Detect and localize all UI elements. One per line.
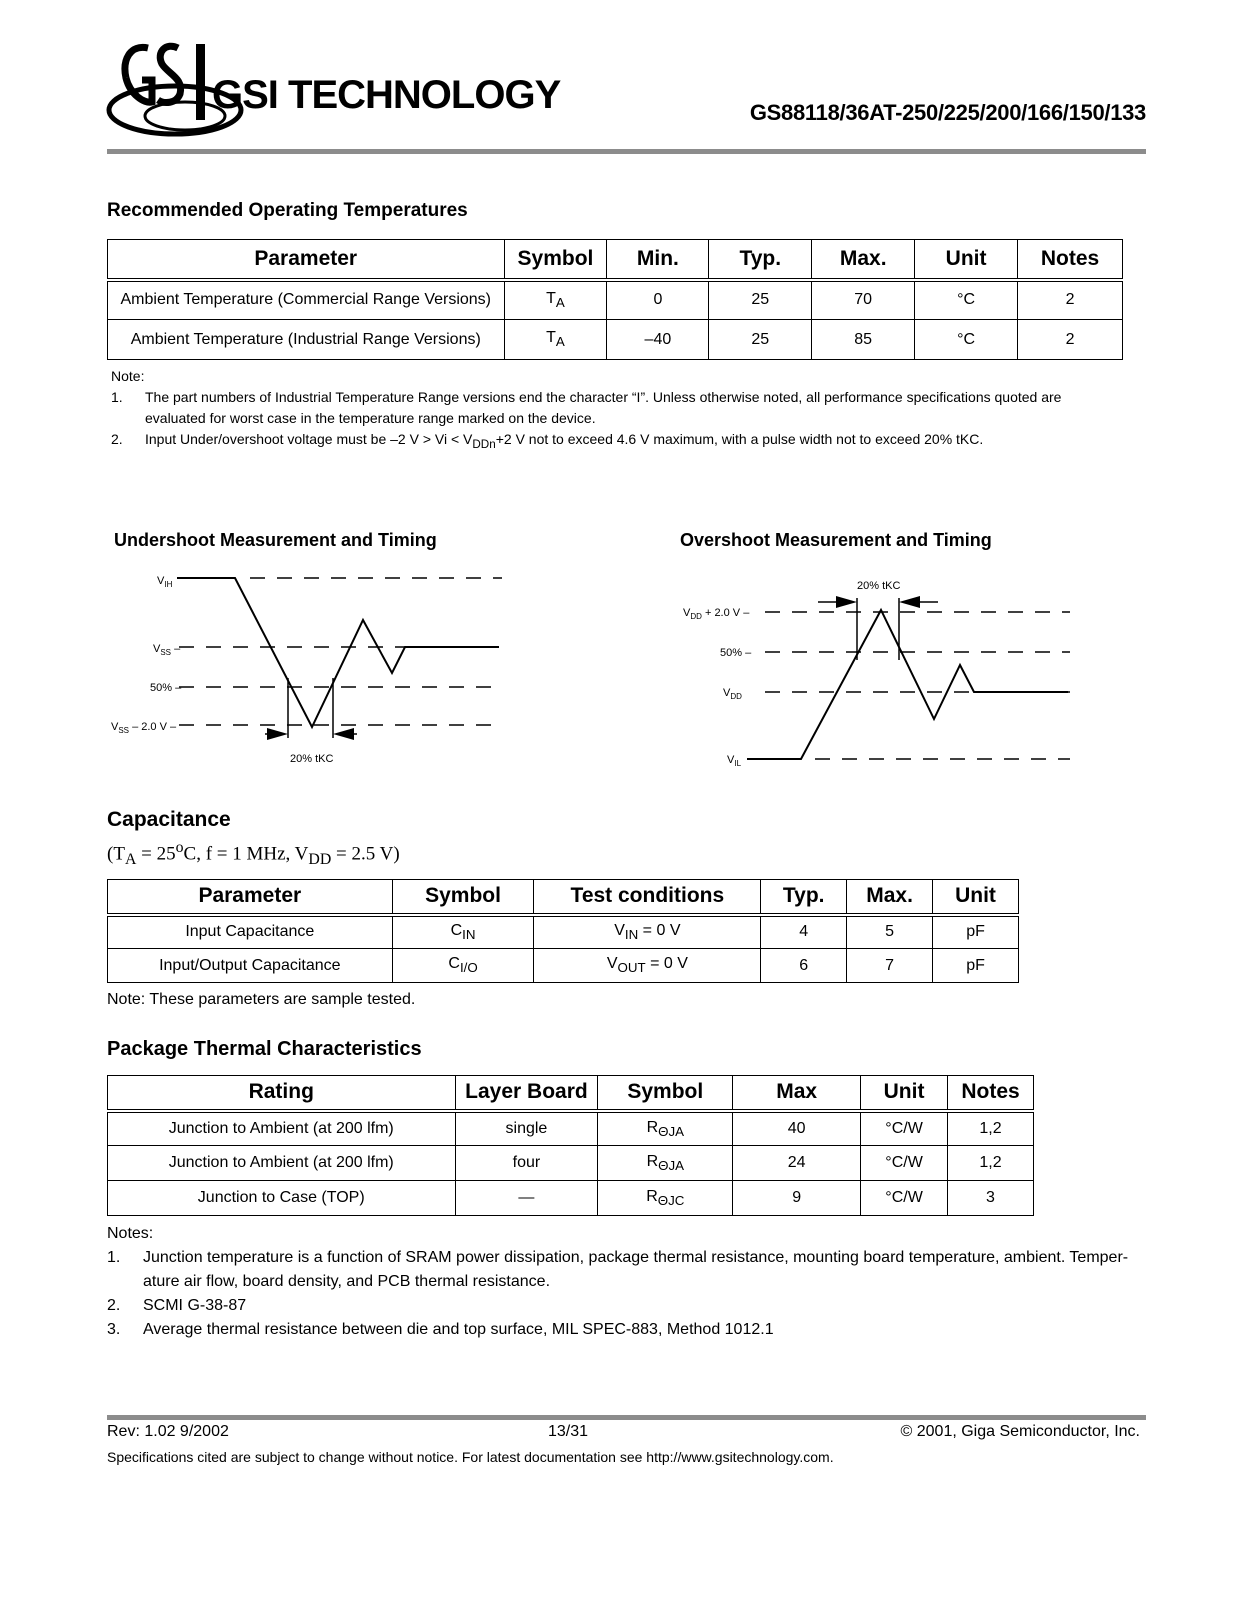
label-vdd: $V_{DD}$ [723, 687, 742, 701]
table-header-row [108, 1076, 1034, 1111]
col-header: Typ. [709, 240, 812, 280]
col-header: Max [733, 1076, 861, 1111]
cell-layer-board: — [455, 1181, 598, 1216]
cell-notes: 3 [948, 1181, 1034, 1216]
table-row [108, 1111, 1034, 1146]
col-header: Unit [915, 240, 1018, 280]
capacitance-conditions: ($T_A = 25^oC$, f = 1 MHz, $V_{DD} = 2.5$ V) [107, 839, 400, 869]
overshoot-waveform [747, 610, 1068, 759]
label-vss: $V_{SS}$ – [153, 643, 181, 657]
table-header-row [108, 880, 1019, 915]
note-item: 1. Junction temperature is a function of SRAM power dissipation, package thermal resistance, mounting board temperature, ambient. Temper-ature air flow, board density, and PCB thermal resistance. [107, 1249, 1129, 1290]
arrow-right-head [333, 728, 354, 740]
col-header: Symbol [598, 1076, 733, 1111]
cell-test-condition: $V_{IN} = 0$ V [534, 915, 761, 949]
footer-page-number: 13/31 [548, 1423, 589, 1440]
cell-rating: Junction to Case (TOP) [108, 1181, 456, 1216]
cell-symbol: $C_{I/O}$ [392, 949, 534, 983]
undershoot-diagram [107, 560, 507, 770]
cell-symbol: $C_{IN}$ [392, 915, 534, 949]
cell-symbol: $T_A$ [504, 320, 607, 360]
cell-rating: Junction to Ambient (at 200 lfm) [108, 1146, 456, 1181]
undershoot-title: Undershoot Measurement and Timing [114, 530, 437, 550]
col-header: Test conditions [534, 880, 761, 915]
cell-unit: °C [915, 320, 1018, 360]
cell-unit: °C/W [861, 1111, 948, 1146]
col-header: Unit [861, 1076, 948, 1111]
col-header: Min. [607, 240, 709, 280]
label-fifty: 50% – [720, 647, 752, 659]
label-pulse-width: 20% tKC [857, 580, 901, 592]
cell-symbol: $R_{\Theta JA}$ [598, 1111, 733, 1146]
cell-layer-board: four [455, 1146, 598, 1181]
col-header: Unit [933, 880, 1019, 915]
undershoot-waveform [177, 578, 499, 727]
col-header: Notes [948, 1076, 1034, 1111]
cell-parameter: Input/Output Capacitance [108, 949, 393, 983]
cell-test-condition: $V_{OUT} = 0$ V [534, 949, 761, 983]
cell-parameter: Ambient Temperature (Commercial Range Versions) [108, 280, 505, 320]
capacitance-table [107, 879, 1019, 983]
cell-symbol: $R_{\Theta JC}$ [598, 1181, 733, 1216]
table-row [108, 949, 1019, 983]
note-item: 2. SCMI G-38-87 [107, 1297, 247, 1314]
note-item: 1. The part numbers of Industrial Temperature Range versions end the character “I”. Unless otherwise noted, all performance specifications quoted are evaluated for worst case in the temperature range marked on the device. [111, 389, 1062, 426]
cell-typ: 6 [761, 949, 847, 983]
notes-heading: Note: [111, 368, 145, 384]
table-row [108, 320, 1123, 360]
temperature-notes [107, 366, 1117, 455]
cell-rating: Junction to Ambient (at 200 lfm) [108, 1111, 456, 1146]
col-header: Notes [1018, 240, 1123, 280]
col-header: Max. [847, 880, 933, 915]
label-fifty: 50% – [150, 682, 182, 694]
gsi-logo-mark [100, 30, 561, 145]
col-header: Parameter [108, 240, 505, 280]
cell-typ: 25 [709, 280, 812, 320]
label-pulse-width: 20% tKC [290, 753, 334, 765]
cell-max: 24 [733, 1146, 861, 1181]
cell-symbol: $R_{\Theta JA}$ [598, 1146, 733, 1181]
table-row [108, 1146, 1034, 1181]
footer-revision: Rev: 1.02 9/2002 [107, 1423, 229, 1440]
cell-notes: 2 [1018, 320, 1123, 360]
section-title-thermal: Package Thermal Characteristics [107, 1038, 422, 1060]
footer-disclaimer: Specifications cited are subject to change without notice. For latest documentation see http://www.gsitechnology.com. [107, 1449, 834, 1465]
cell-max: 85 [812, 320, 915, 360]
cell-max: 7 [847, 949, 933, 983]
cell-parameter: Input Capacitance [108, 915, 393, 949]
temperature-table [107, 239, 1123, 360]
cell-notes: 1,2 [948, 1146, 1034, 1181]
label-vih: $V_{IH}$ [157, 575, 173, 589]
table-row [108, 1181, 1034, 1216]
cell-unit: °C/W [861, 1146, 948, 1181]
footer-rule [107, 1415, 1146, 1420]
cell-layer-board: single [455, 1111, 598, 1146]
label-vdd-plus: $V_{DD} + 2.0$ V – [683, 607, 750, 621]
cell-max: 40 [733, 1111, 861, 1146]
cell-notes: 2 [1018, 280, 1123, 320]
cell-max: 70 [812, 280, 915, 320]
part-number-title: GS88118/36AT-250/225/200/166/150/133 [749, 100, 1146, 125]
cell-max: 9 [733, 1181, 861, 1216]
arrow-left-head [267, 728, 288, 740]
cell-min: –40 [607, 320, 709, 360]
company-logo [100, 30, 561, 145]
section-title-temperatures: Recommended Operating Temperatures [107, 200, 468, 221]
cell-unit: pF [933, 915, 1019, 949]
overshoot-diagram [670, 568, 1080, 778]
cell-unit: pF [933, 949, 1019, 983]
cell-unit: °C/W [861, 1181, 948, 1216]
cell-notes: 1,2 [948, 1111, 1034, 1146]
col-header: Parameter [108, 880, 393, 915]
note-item: 3. Average thermal resistance between die and top surface, MIL SPEC-883, Method 1012.1 [107, 1321, 774, 1338]
table-header-row [108, 240, 1123, 280]
section-title-capacitance: Capacitance [107, 808, 231, 831]
logo-wordmark: GSI TECHNOLOGY [212, 73, 561, 117]
col-header: Typ. [761, 880, 847, 915]
cell-min: 0 [607, 280, 709, 320]
thermal-notes [107, 1222, 1147, 1342]
table-row [108, 280, 1123, 320]
arrow-right-head [899, 596, 920, 608]
col-header: Max. [812, 240, 915, 280]
footer-copyright: © 2001, Giga Semiconductor, Inc. [900, 1423, 1140, 1440]
cell-max: 5 [847, 915, 933, 949]
label-vss-minus: $V_{SS} - 2.0$ V – [111, 721, 177, 735]
table-row [108, 915, 1019, 949]
overshoot-title: Overshoot Measurement and Timing [680, 530, 992, 550]
cell-symbol: $T_A$ [504, 280, 607, 320]
cell-unit: °C [915, 280, 1018, 320]
col-header: Rating [108, 1076, 456, 1111]
note-item: 2. Input Under/overshoot voltage must be –2 $V > Vi < V_{DDn}+2$ V not to exceed 4.6 V maximum, with a pulse width not to exceed 20% tKC. [111, 431, 984, 451]
thermal-table [107, 1075, 1034, 1216]
cell-typ: 25 [709, 320, 812, 360]
capacitance-note: Note: These parameters are sample tested. [107, 991, 416, 1008]
label-vil: $V_{IL}$ [727, 754, 742, 768]
cell-parameter: Ambient Temperature (Industrial Range Versions) [108, 320, 505, 360]
cell-typ: 4 [761, 915, 847, 949]
arrow-left-head [836, 596, 857, 608]
col-header: Symbol [504, 240, 607, 280]
col-header: Symbol [392, 880, 534, 915]
notes-heading: Notes: [107, 1225, 154, 1242]
header-rule [107, 149, 1146, 154]
col-header: Layer Board [455, 1076, 598, 1111]
